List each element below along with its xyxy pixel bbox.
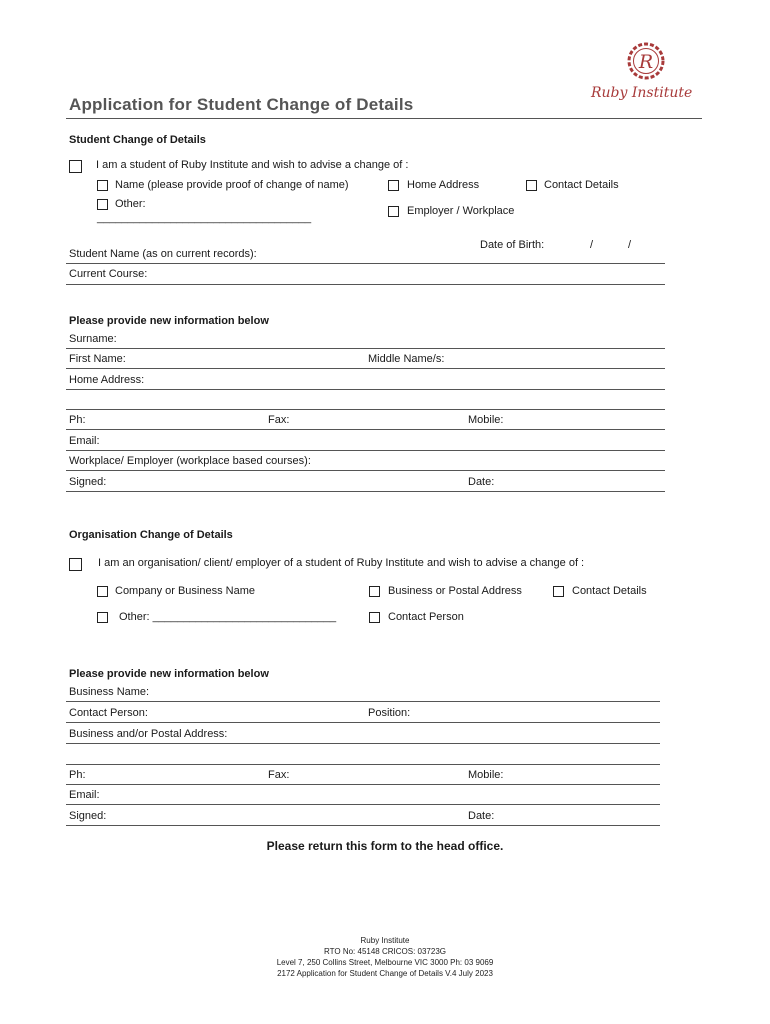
workplace-field[interactable] bbox=[66, 470, 665, 471]
other-line[interactable]: ___________________________________ bbox=[97, 212, 312, 224]
contact-person-field[interactable] bbox=[66, 722, 660, 723]
date-label: Date: bbox=[468, 476, 495, 488]
email-label: Email: bbox=[69, 435, 100, 447]
business-address-checkbox[interactable] bbox=[369, 586, 380, 597]
ph-label: Ph: bbox=[69, 414, 86, 426]
postal-address-field-2[interactable] bbox=[66, 764, 660, 765]
org-date-label: Date: bbox=[468, 810, 495, 822]
signature-field[interactable] bbox=[66, 491, 665, 492]
other-checkbox[interactable] bbox=[97, 199, 108, 210]
org-signed-label: Signed: bbox=[69, 810, 107, 822]
first-name-label: First Name: bbox=[69, 353, 126, 365]
business-name-label: Business Name: bbox=[69, 686, 150, 698]
org-intro-text: I am an organisation/ client/ employer of a student of Ruby Institute and wish to advise a change of : bbox=[98, 557, 585, 569]
svg-text:R: R bbox=[638, 51, 654, 73]
home-address-field-2[interactable] bbox=[66, 409, 665, 410]
student-name-label: Student Name (as on current records): bbox=[69, 248, 257, 260]
ruby-institute-logo-icon bbox=[620, 40, 672, 84]
contact-person-checkbox[interactable] bbox=[369, 612, 380, 623]
surname-field[interactable] bbox=[66, 348, 665, 349]
org-section-heading: Organisation Change of Details bbox=[69, 529, 233, 541]
surname-label: Surname: bbox=[69, 333, 117, 345]
name-change-checkbox[interactable] bbox=[97, 180, 108, 191]
org-email-label: Email: bbox=[69, 789, 100, 801]
contact-details-checkbox[interactable] bbox=[526, 180, 537, 191]
footer-rto: RTO No: 45148 CRICOS: 03723G bbox=[324, 947, 446, 956]
email-field[interactable] bbox=[66, 450, 665, 451]
org-phone-field[interactable] bbox=[66, 784, 660, 785]
dob-separator: / bbox=[628, 239, 632, 251]
postal-address-label: Business and/or Postal Address: bbox=[69, 728, 228, 740]
postal-address-field[interactable] bbox=[66, 743, 660, 744]
home-address-label: Home Address bbox=[407, 179, 480, 191]
footer-address: Level 7, 250 Collins Street, Melbourne VIC 3000 Ph: 03 9069 bbox=[276, 958, 494, 967]
home-address-label: Home Address: bbox=[69, 374, 145, 386]
student-intro-text: I am a student of Ruby Institute and wish to advise a change of : bbox=[96, 159, 409, 171]
business-address-label: Business or Postal Address bbox=[388, 585, 522, 597]
company-name-label: Company or Business Name bbox=[115, 585, 256, 597]
title-rule bbox=[66, 118, 702, 119]
other-label: Other: bbox=[115, 198, 146, 210]
org-other-label[interactable]: Other: ______________________________ bbox=[119, 611, 337, 623]
mobile-label: Mobile: bbox=[468, 414, 504, 426]
home-address-checkbox[interactable] bbox=[388, 180, 399, 191]
home-address-field[interactable] bbox=[66, 389, 665, 390]
student-section-heading: Student Change of Details bbox=[69, 134, 206, 146]
return-note: Please return this form to the head office. bbox=[266, 839, 504, 853]
contact-person-label: Contact Person bbox=[388, 611, 464, 623]
employer-label: Employer / Workplace bbox=[407, 205, 515, 217]
org-change-checkbox[interactable] bbox=[69, 558, 82, 571]
student-new-info-heading: Please provide new information below bbox=[69, 315, 269, 327]
middle-names-label: Middle Name/s: bbox=[368, 353, 445, 365]
position-label: Position: bbox=[368, 707, 411, 719]
phone-field[interactable] bbox=[66, 429, 665, 430]
student-change-checkbox[interactable] bbox=[69, 160, 82, 173]
brand-name: Ruby Institute bbox=[591, 85, 693, 101]
company-name-checkbox[interactable] bbox=[97, 586, 108, 597]
org-new-info-heading: Please provide new information below bbox=[69, 668, 269, 680]
current-course-field[interactable] bbox=[66, 284, 665, 285]
contact-details-label: Contact Details bbox=[544, 179, 619, 191]
student-name-field[interactable] bbox=[66, 263, 665, 264]
fax-label: Fax: bbox=[268, 414, 290, 426]
employer-checkbox[interactable] bbox=[388, 206, 399, 217]
footer-doc-id: 2172 Application for Student Change of Details V.4 July 2023 bbox=[277, 969, 493, 978]
current-course-label: Current Course: bbox=[69, 268, 148, 280]
org-other-checkbox[interactable] bbox=[97, 612, 108, 623]
name-change-label: Name (please provide proof of change of name) bbox=[115, 179, 349, 191]
signed-label: Signed: bbox=[69, 476, 107, 488]
org-ph-label: Ph: bbox=[69, 769, 86, 781]
org-fax-label: Fax: bbox=[268, 769, 290, 781]
name-field[interactable] bbox=[66, 368, 665, 369]
org-mobile-label: Mobile: bbox=[468, 769, 504, 781]
dob-separator: / bbox=[590, 239, 594, 251]
org-signature-field[interactable] bbox=[66, 825, 660, 826]
dob-label: Date of Birth: bbox=[480, 239, 545, 251]
workplace-label: Workplace/ Employer (workplace based courses): bbox=[69, 455, 311, 467]
footer-org-name: Ruby Institute bbox=[360, 936, 410, 945]
contact-person-field-label: Contact Person: bbox=[69, 707, 148, 719]
page-title: Application for Student Change of Details bbox=[69, 95, 414, 114]
org-contact-details-label: Contact Details bbox=[572, 585, 647, 597]
org-contact-details-checkbox[interactable] bbox=[553, 586, 564, 597]
business-name-field[interactable] bbox=[66, 701, 660, 702]
org-email-field[interactable] bbox=[66, 804, 660, 805]
